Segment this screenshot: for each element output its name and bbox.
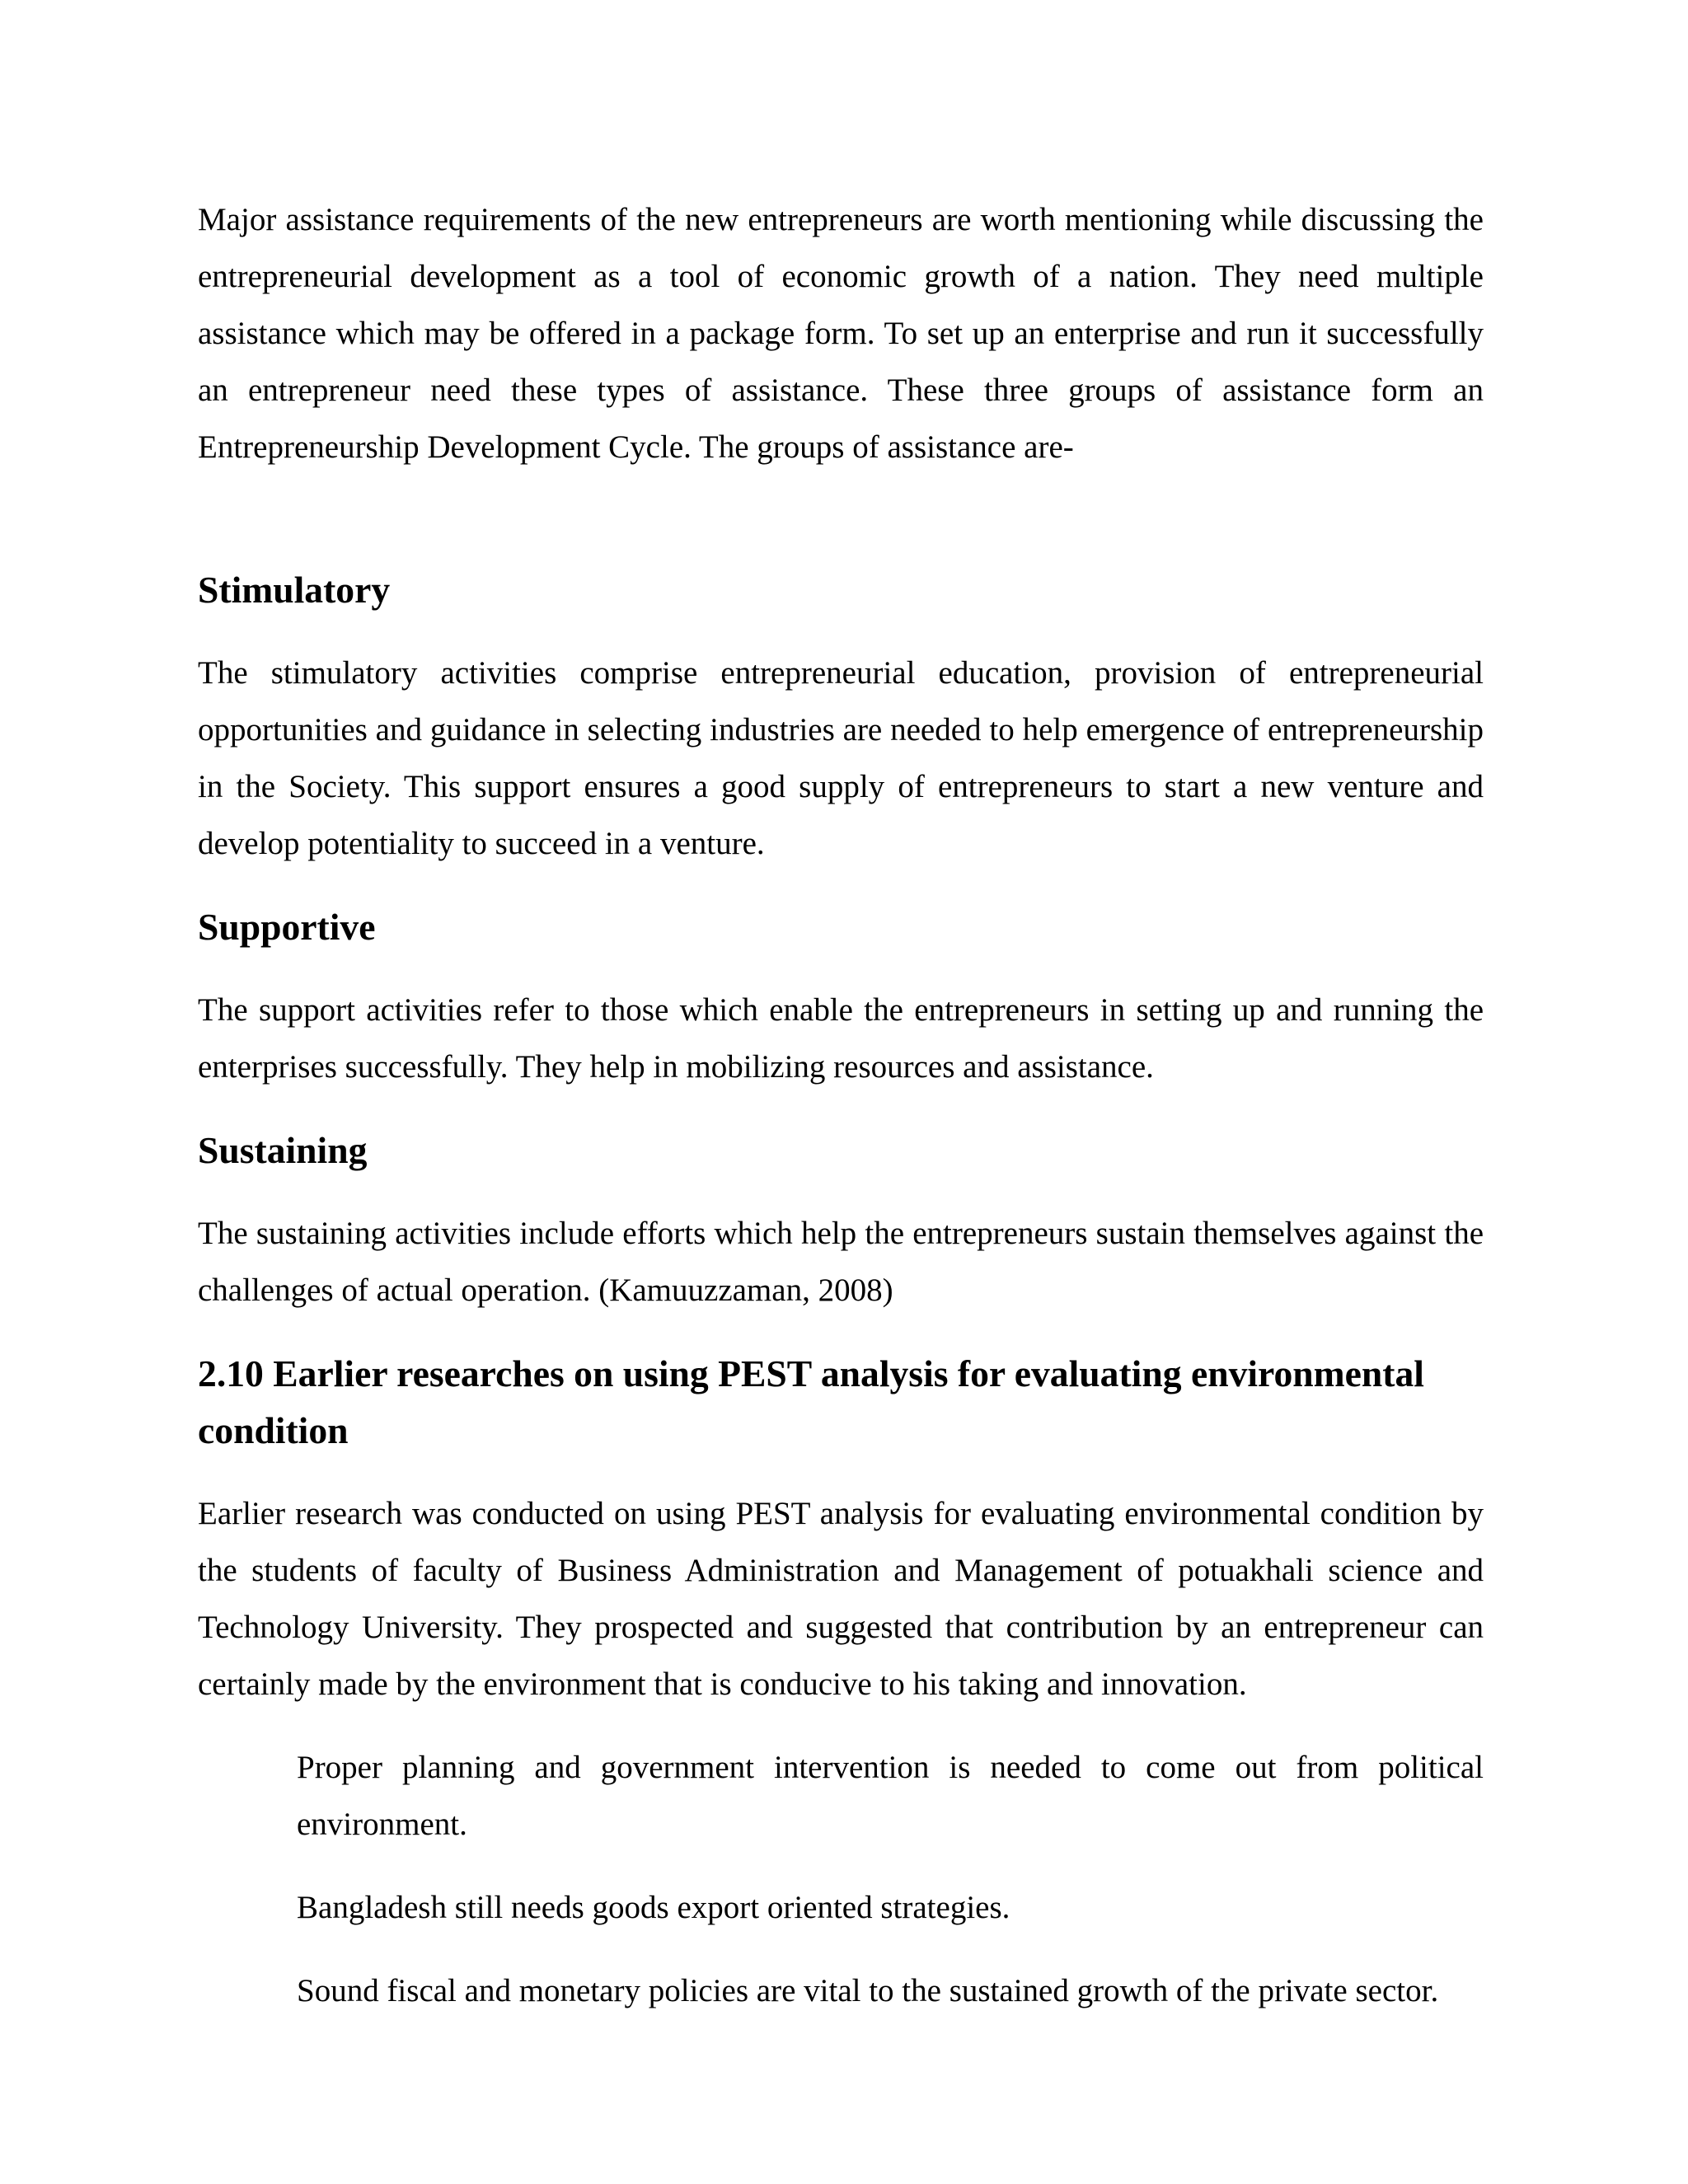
- spacer: [198, 1095, 1484, 1122]
- finding-export: Bangladesh still needs goods export oriented strategies.: [297, 1890, 1010, 1925]
- document-page: [198, 191, 1484, 2019]
- spacer: [198, 1459, 1484, 1485]
- spacer: [198, 476, 1484, 561]
- spacer: [297, 1936, 1484, 1962]
- finding-fiscal: Sound fiscal and monetary policies are vital to the sustained growth of the private sector.: [297, 1973, 1439, 2008]
- stimulatory-paragraph: The stimulatory activities comprise entrepreneurial education, provision of entrepreneurial opportunities and guidance in selecting industries are needed to help emergence of entrepreneurship in the Society. This support ensures a good supply of entrepreneurs to start a new venture and develop potentiality to succeed in a venture.: [198, 655, 1484, 861]
- intro-paragraph: Major assistance requirements of the new entrepreneurs are worth mentioning while discussing the entrepreneurial development as a tool of economic growth of a nation. They need multiple assistance which may be offered in a package form. To set up an enterprise and run it successfully an entrepreneur need these types of assistance. These three groups of assistance form an Entrepreneurship Development Cycle. The groups of assistance are-: [198, 202, 1484, 465]
- heading-sustaining: Sustaining: [198, 1129, 368, 1171]
- pest-findings-list: [297, 1739, 1484, 2019]
- spacer: [198, 1713, 1484, 1739]
- spacer: [198, 1179, 1484, 1205]
- spacer: [198, 1319, 1484, 1345]
- spacer: [198, 872, 1484, 898]
- heading-stimulatory: Stimulatory: [198, 569, 391, 611]
- spacer: [198, 955, 1484, 982]
- finding-political: Proper planning and government intervention is needed to come out from political environment.: [297, 1750, 1484, 1842]
- spacer: [198, 618, 1484, 644]
- heading-section-2-10: 2.10 Earlier researches on using PEST analysis for evaluating environmental condition: [198, 1352, 1424, 1451]
- supportive-paragraph: The support activities refer to those which enable the entrepreneurs in setting up and running the enterprises successfully. They help in mobilizing resources and assistance.: [198, 992, 1484, 1085]
- spacer: [297, 1853, 1484, 1879]
- heading-supportive: Supportive: [198, 906, 376, 948]
- section-2-10-paragraph: Earlier research was conducted on using PEST analysis for evaluating environmental condition by the students of faculty of Business Administration and Management of potuakhali science and Technology University. They prospected and suggested that contribution by an entrepreneur can certainly made by the environment that is conducive to his taking and innovation.: [198, 1496, 1484, 1702]
- sustaining-paragraph: The sustaining activities include efforts which help the entrepreneurs sustain themselves against the challenges of actual operation. (Kamuuzzaman, 2008): [198, 1216, 1484, 1308]
